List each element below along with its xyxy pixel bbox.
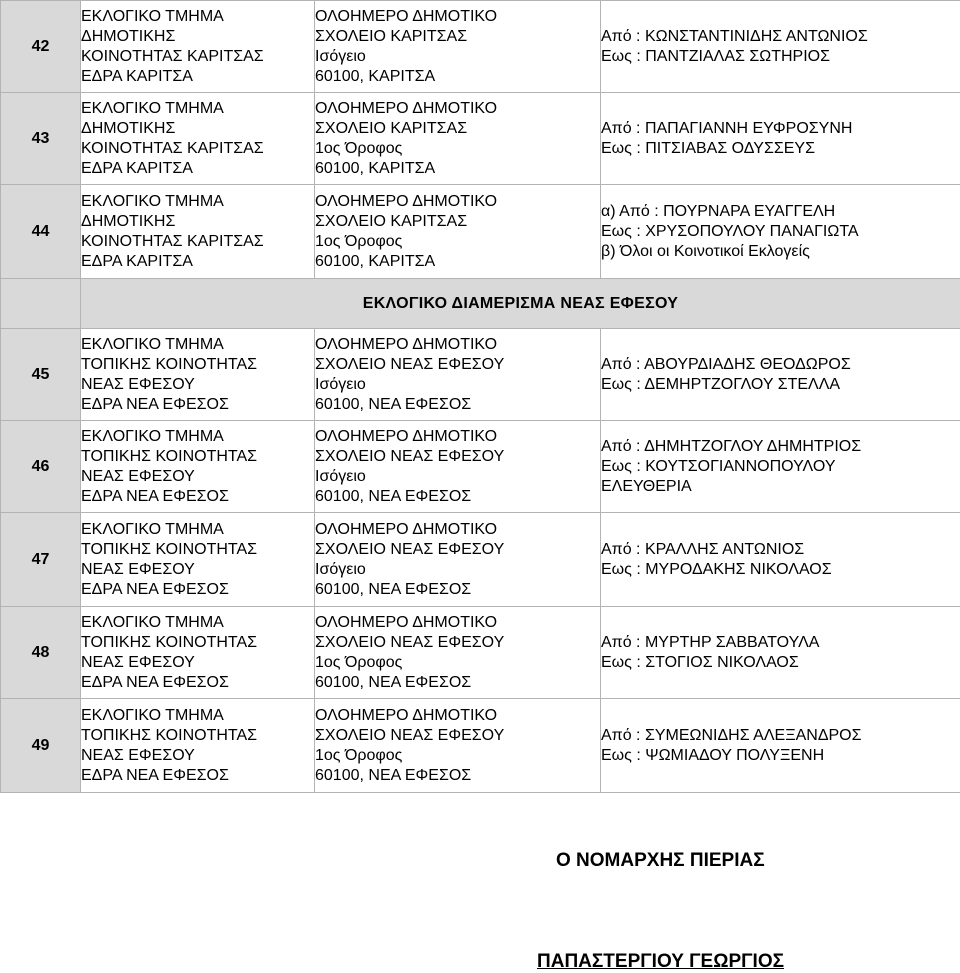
location-line: ΣΧΟΛΕΙΟ ΝΕΑΣ ΕΦΕΣΟΥ [315, 633, 600, 653]
department-line: ΝΕΑΣ ΕΦΕΣΟΥ [81, 560, 314, 580]
location-line: ΟΛΟΗΜΕΡΟ ΔΗΜΟΤΙΚΟ [315, 335, 600, 355]
location-line: 60100, ΝΕΑ ΕΦΕΣΟΣ [315, 395, 600, 415]
department-line: ΕΚΛΟΓΙΚΟ ΤΜΗΜΑ [81, 7, 314, 27]
nea-efesos-rows [1, 329, 960, 793]
location-line: ΟΛΟΗΜΕΡΟ ΔΗΜΟΤΙΚΟ [315, 613, 600, 633]
location-line: 1ος Όροφος [315, 232, 600, 252]
location-line: ΟΛΟΗΜΕΡΟ ΔΗΜΟΤΙΚΟ [315, 706, 600, 726]
department-line: ΝΕΑΣ ΕΦΕΣΟΥ [81, 746, 314, 766]
voters-range-line: Εως : ΠΙΤΣΙΑΒΑΣ ΟΔΥΣΣΕΥΣ [601, 139, 960, 159]
voters-range-line: α) Από : ΠΟΥΡΝΑΡΑ ΕΥΑΓΓΕΛΗ [601, 202, 960, 222]
voters-range-cell [601, 93, 960, 185]
department-line: ΕΔΡΑ ΚΑΡΙΤΣΑ [81, 252, 314, 272]
voters-range-line: Εως : ΔΕΜΗΡΤΖΟΓΛΟΥ ΣΤΕΛΛΑ [601, 375, 960, 395]
voters-range-line: Από : ΣΥΜΕΩΝΙΔΗΣ ΑΛΕΞΑΝΔΡΟΣ [601, 726, 960, 746]
location-cell [315, 607, 601, 699]
department-line: ΕΔΡΑ ΝΕΑ ΕΦΕΣΟΣ [81, 766, 314, 786]
location-line: 60100, ΝΕΑ ΕΦΕΣΟΣ [315, 766, 600, 786]
location-line: ΣΧΟΛΕΙΟ ΚΑΡΙΤΣΑΣ [315, 27, 600, 47]
location-cell [315, 329, 601, 421]
voters-range-cell [601, 329, 960, 421]
department-line: ΔΗΜΟΤΙΚΗΣ [81, 27, 314, 47]
location-line: ΟΛΟΗΜΕΡΟ ΔΗΜΟΤΙΚΟ [315, 7, 600, 27]
voters-range-line: Από : ΠΑΠΑΓΙΑΝΝΗ ΕΥΦΡΟΣΥΝΗ [601, 119, 960, 139]
voters-range-cell [601, 513, 960, 607]
department-line: ΤΟΠΙΚΗΣ ΚΟΙΝΟΤΗΤΑΣ [81, 447, 314, 467]
location-line: ΣΧΟΛΕΙΟ ΝΕΑΣ ΕΦΕΣΟΥ [315, 726, 600, 746]
department-line: ΕΔΡΑ ΚΑΡΙΤΣΑ [81, 67, 314, 87]
department-line: ΕΚΛΟΓΙΚΟ ΤΜΗΜΑ [81, 192, 314, 212]
department-line: ΔΗΜΟΤΙΚΗΣ [81, 119, 314, 139]
table-row [1, 421, 960, 513]
department-line: ΤΟΠΙΚΗΣ ΚΟΙΝΟΤΗΤΑΣ [81, 726, 314, 746]
table-row [1, 185, 960, 279]
location-line: ΣΧΟΛΕΙΟ ΚΑΡΙΤΣΑΣ [315, 119, 600, 139]
voters-range-line: Εως : ΚΟΥΤΣΟΓΙΑΝΝΟΠΟΥΛΟΥ [601, 457, 960, 477]
department-line: ΕΔΡΑ ΝΕΑ ΕΦΕΣΟΣ [81, 580, 314, 600]
location-line: ΟΛΟΗΜΕΡΟ ΔΗΜΟΤΙΚΟ [315, 192, 600, 212]
location-line: ΣΧΟΛΕΙΟ ΝΕΑΣ ΕΦΕΣΟΥ [315, 540, 600, 560]
section-row [1, 279, 960, 329]
location-line: 60100, ΝΕΑ ΕΦΕΣΟΣ [315, 487, 600, 507]
section-number: 42 [1, 1, 81, 93]
department-line: ΕΔΡΑ ΝΕΑ ΕΦΕΣΟΣ [81, 487, 314, 507]
karitsa-rows [1, 1, 960, 279]
voters-range-line: Από : ΑΒΟΥΡΔΙΑΔΗΣ ΘΕΟΔΩΡΟΣ [601, 355, 960, 375]
voters-range-line: ΕΛΕΥΘΕΡΙΑ [601, 477, 960, 497]
section-number: 49 [1, 699, 81, 793]
department-cell [81, 421, 315, 513]
table-row [1, 699, 960, 793]
department-line: ΕΚΛΟΓΙΚΟ ΤΜΗΜΑ [81, 99, 314, 119]
section-title: ΕΚΛΟΓΙΚΟ ΔΙΑΜΕΡΙΣΜΑ ΝΕΑΣ ΕΦΕΣΟΥ [81, 279, 960, 329]
location-line: ΣΧΟΛΕΙΟ ΝΕΑΣ ΕΦΕΣΟΥ [315, 355, 600, 375]
location-line: 1ος Όροφος [315, 139, 600, 159]
department-line: ΝΕΑΣ ΕΦΕΣΟΥ [81, 653, 314, 673]
voters-range-line: Εως : ΠΑΝΤΖΙΑΛΑΣ ΣΩΤΗΡΙΟΣ [601, 47, 960, 67]
section-number: 46 [1, 421, 81, 513]
department-cell [81, 329, 315, 421]
location-line: 60100, ΚΑΡΙΤΣΑ [315, 159, 600, 179]
department-line: ΝΕΑΣ ΕΦΕΣΟΥ [81, 375, 314, 395]
department-cell [81, 607, 315, 699]
department-line: ΕΔΡΑ ΚΑΡΙΤΣΑ [81, 159, 314, 179]
department-line: ΕΚΛΟΓΙΚΟ ΤΜΗΜΑ [81, 427, 314, 447]
department-line: ΝΕΑΣ ΕΦΕΣΟΥ [81, 467, 314, 487]
location-cell [315, 1, 601, 93]
location-line: ΟΛΟΗΜΕΡΟ ΔΗΜΟΤΙΚΟ [315, 427, 600, 447]
department-cell [81, 699, 315, 793]
department-line: ΕΚΛΟΓΙΚΟ ΤΜΗΜΑ [81, 613, 314, 633]
department-line: ΕΚΛΟΓΙΚΟ ΤΜΗΜΑ [81, 706, 314, 726]
voters-range-line: Από : ΜΥΡΤΗΡ ΣΑΒΒΑΤΟΥΛΑ [601, 633, 960, 653]
department-line: ΤΟΠΙΚΗΣ ΚΟΙΝΟΤΗΤΑΣ [81, 355, 314, 375]
location-cell [315, 93, 601, 185]
footer-role-text: Ο ΝΟΜΑΡΧΗΣ ΠΙΕΡΙΑΣ [556, 850, 765, 872]
location-line: ΣΧΟΛΕΙΟ ΝΕΑΣ ΕΦΕΣΟΥ [315, 447, 600, 467]
voters-range-line: Εως : ΧΡΥΣΟΠΟΥΛΟΥ ΠΑΝΑΓΙΩΤΑ [601, 222, 960, 242]
location-line: ΣΧΟΛΕΙΟ ΚΑΡΙΤΣΑΣ [315, 212, 600, 232]
department-line: ΕΚΛΟΓΙΚΟ ΤΜΗΜΑ [81, 520, 314, 540]
location-line: 60100, ΚΑΡΙΤΣΑ [315, 252, 600, 272]
department-line: ΤΟΠΙΚΗΣ ΚΟΙΝΟΤΗΤΑΣ [81, 540, 314, 560]
section-number: 48 [1, 607, 81, 699]
location-line: Ισόγειο [315, 47, 600, 67]
location-cell [315, 421, 601, 513]
location-cell [315, 699, 601, 793]
department-line: ΔΗΜΟΤΙΚΗΣ [81, 212, 314, 232]
voters-range-cell [601, 1, 960, 93]
location-line: 1ος Όροφος [315, 746, 600, 766]
department-line: ΚΟΙΝΟΤΗΤΑΣ ΚΑΡΙΤΣΑΣ [81, 47, 314, 67]
table-row [1, 1, 960, 93]
location-line: 60100, ΚΑΡΙΤΣΑ [315, 67, 600, 87]
section-number: 43 [1, 93, 81, 185]
location-line: Ισόγειο [315, 375, 600, 395]
voters-range-line: Από : ΚΡΑΛΛΗΣ ΑΝΤΩΝΙΟΣ [601, 540, 960, 560]
voters-range-line: Από : ΚΩΝΣΤΑΝΤΙΝΙΔΗΣ ΑΝΤΩΝΙΟΣ [601, 27, 960, 47]
section-number: 44 [1, 185, 81, 279]
department-line: ΕΔΡΑ ΝΕΑ ΕΦΕΣΟΣ [81, 673, 314, 693]
location-line: Ισόγειο [315, 560, 600, 580]
voters-range-line: Εως : ΨΩΜΙΑΔΟΥ ΠΟΛΥΞΕΝΗ [601, 746, 960, 766]
location-line: 60100, ΝΕΑ ΕΦΕΣΟΣ [315, 673, 600, 693]
table-row [1, 329, 960, 421]
section-number: 45 [1, 329, 81, 421]
footer-signer-name: ΠΑΠΑΣΤΕΡΓΙΟΥ ΓΕΩΡΓΙΟΣ [537, 951, 784, 973]
voters-range-line: β) Όλοι οι Κοινοτικοί Εκλογείς [601, 242, 960, 262]
location-line: ΟΛΟΗΜΕΡΟ ΔΗΜΟΤΙΚΟ [315, 520, 600, 540]
section-spacer-cell [1, 279, 81, 329]
department-line: ΕΔΡΑ ΝΕΑ ΕΦΕΣΟΣ [81, 395, 314, 415]
table-row [1, 607, 960, 699]
voters-range-line: Από : ΔΗΜΗΤΖΟΓΛΟΥ ΔΗΜΗΤΡΙΟΣ [601, 437, 960, 457]
department-cell [81, 93, 315, 185]
voters-range-line: Εως : ΣΤΟΓΙΟΣ ΝΙΚΟΛΑΟΣ [601, 653, 960, 673]
department-cell [81, 1, 315, 93]
voters-range-cell [601, 421, 960, 513]
voters-range-cell [601, 699, 960, 793]
department-line: ΚΟΙΝΟΤΗΤΑΣ ΚΑΡΙΤΣΑΣ [81, 232, 314, 252]
section-number: 47 [1, 513, 81, 607]
location-line: Ισόγειο [315, 467, 600, 487]
department-line: ΤΟΠΙΚΗΣ ΚΟΙΝΟΤΗΤΑΣ [81, 633, 314, 653]
voters-range-cell [601, 185, 960, 279]
voters-range-line: Εως : ΜΥΡΟΔΑΚΗΣ ΝΙΚΟΛΑΟΣ [601, 560, 960, 580]
location-cell [315, 185, 601, 279]
voters-range-cell [601, 607, 960, 699]
table-row [1, 93, 960, 185]
location-cell [315, 513, 601, 607]
location-line: 1ος Όροφος [315, 653, 600, 673]
table-row [1, 513, 960, 607]
location-line: ΟΛΟΗΜΕΡΟ ΔΗΜΟΤΙΚΟ [315, 99, 600, 119]
department-cell [81, 185, 315, 279]
department-line: ΚΟΙΝΟΤΗΤΑΣ ΚΑΡΙΤΣΑΣ [81, 139, 314, 159]
department-cell [81, 513, 315, 607]
location-line: 60100, ΝΕΑ ΕΦΕΣΟΣ [315, 580, 600, 600]
department-line: ΕΚΛΟΓΙΚΟ ΤΜΗΜΑ [81, 335, 314, 355]
